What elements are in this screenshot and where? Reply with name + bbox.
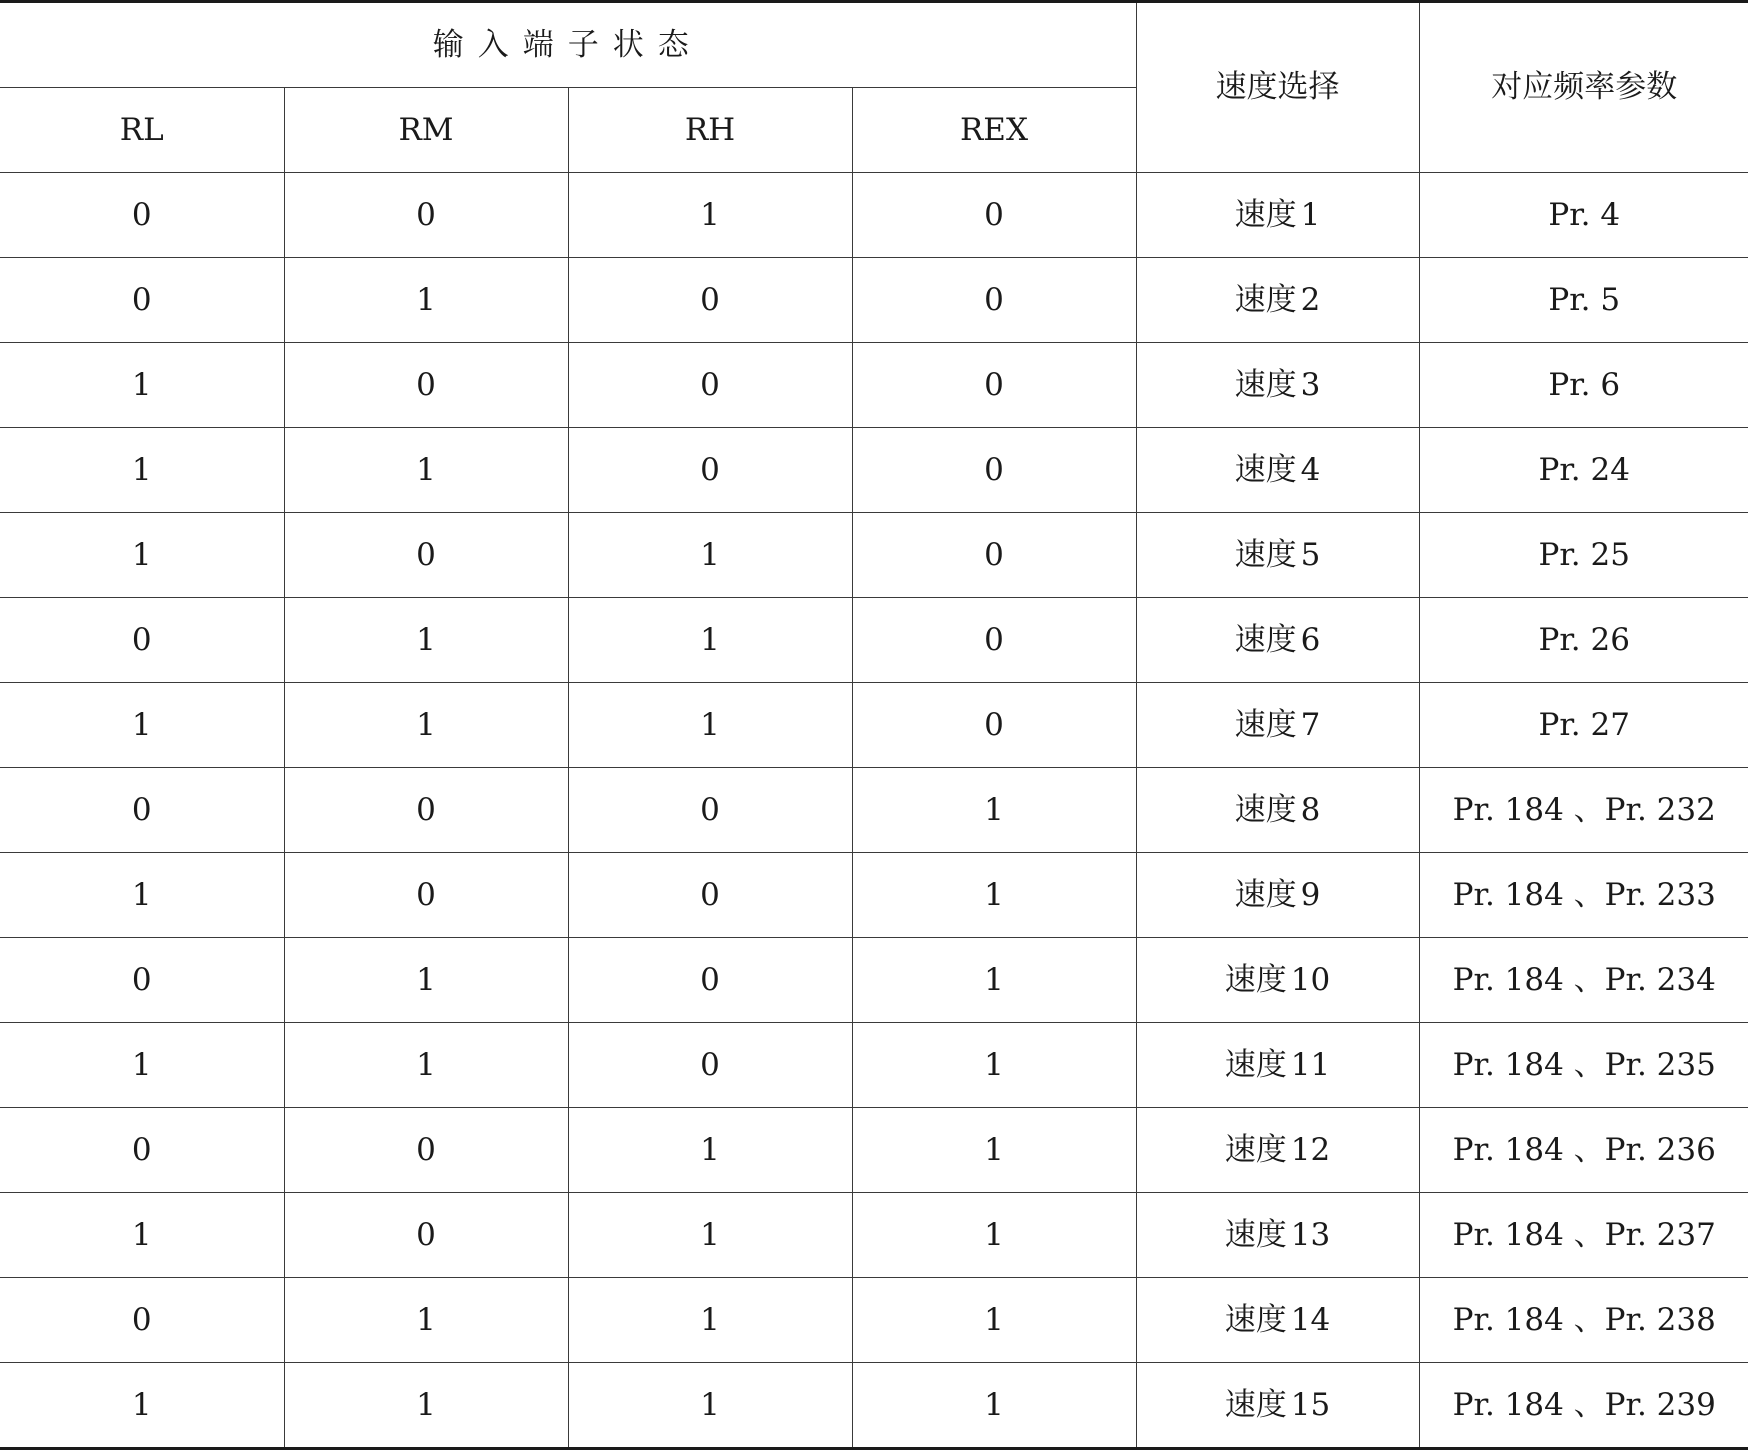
terminal-state-cell-rh: 1	[568, 173, 852, 258]
frequency-parameter-cell: Pr. 26	[1419, 598, 1748, 683]
speed-number: 4	[1300, 451, 1321, 488]
speed-label: 速度	[1224, 961, 1287, 998]
terminal-state-cell-rh: 0	[568, 343, 852, 428]
terminal-state-cell-rl: 0	[0, 1108, 284, 1193]
terminal-state-cell-rl: 0	[0, 938, 284, 1023]
speed-number: 5	[1300, 536, 1321, 573]
speed-label: 速度	[1234, 196, 1297, 233]
frequency-parameter-cell: Pr. 5	[1419, 258, 1748, 343]
speed-label: 速度	[1234, 536, 1297, 573]
frequency-parameter-cell: Pr. 184 、Pr. 235	[1419, 1023, 1748, 1108]
speed-cell	[1136, 683, 1419, 768]
terminal-state-cell-rh: 0	[568, 768, 852, 853]
column-header-rl: RL	[0, 88, 284, 173]
speed-cell	[1136, 853, 1419, 938]
terminal-state-cell-rl: 0	[0, 768, 284, 853]
speed-cell	[1136, 258, 1419, 343]
table-row	[0, 1108, 1748, 1193]
terminal-state-cell-rm: 1	[284, 683, 568, 768]
table-row	[0, 938, 1748, 1023]
table-row	[0, 853, 1748, 938]
terminal-state-cell-rl: 1	[0, 428, 284, 513]
terminal-state-cell-rm: 0	[284, 173, 568, 258]
frequency-parameter-cell: Pr. 184 、Pr. 236	[1419, 1108, 1748, 1193]
speed-number: 11	[1290, 1046, 1331, 1083]
terminal-state-cell-rex: 0	[852, 258, 1136, 343]
terminal-state-cell-rl: 1	[0, 513, 284, 598]
terminal-state-cell-rl: 1	[0, 1023, 284, 1108]
speed-number: 9	[1300, 876, 1321, 913]
terminal-state-cell-rh: 1	[568, 1363, 852, 1449]
speed-cell	[1136, 428, 1419, 513]
terminal-state-cell-rm: 0	[284, 853, 568, 938]
terminal-state-cell-rl: 1	[0, 683, 284, 768]
speed-label: 速度	[1224, 1386, 1287, 1423]
terminal-state-cell-rh: 0	[568, 1023, 852, 1108]
speed-cell	[1136, 513, 1419, 598]
frequency-parameter-cell: Pr. 184 、Pr. 237	[1419, 1193, 1748, 1278]
speed-number: 10	[1290, 961, 1331, 998]
speed-cell	[1136, 1108, 1419, 1193]
speed-number: 12	[1290, 1131, 1331, 1168]
table-row	[0, 1278, 1748, 1363]
frequency-parameter-cell: Pr. 27	[1419, 683, 1748, 768]
header-row-1	[0, 2, 1748, 88]
speed-cell	[1136, 173, 1419, 258]
terminal-state-cell-rl: 1	[0, 1193, 284, 1278]
terminal-state-cell-rm: 0	[284, 1193, 568, 1278]
terminal-state-cell-rl: 0	[0, 258, 284, 343]
speed-number: 1	[1300, 196, 1321, 233]
terminal-state-cell-rl: 0	[0, 598, 284, 683]
terminal-state-cell-rex: 0	[852, 598, 1136, 683]
terminal-state-cell-rh: 1	[568, 598, 852, 683]
table-row	[0, 768, 1748, 853]
table-row	[0, 428, 1748, 513]
table-header	[0, 2, 1748, 173]
terminal-state-cell-rh: 1	[568, 1193, 852, 1278]
table-row	[0, 683, 1748, 768]
frequency-parameter-cell: Pr. 24	[1419, 428, 1748, 513]
speed-number: 14	[1290, 1301, 1331, 1338]
speed-selection-header: 速度选择	[1136, 2, 1419, 173]
frequency-parameter-cell: Pr. 184 、Pr. 234	[1419, 938, 1748, 1023]
terminal-state-cell-rex: 0	[852, 683, 1136, 768]
terminal-state-cell-rex: 1	[852, 768, 1136, 853]
terminal-state-cell-rm: 0	[284, 1108, 568, 1193]
table-row	[0, 343, 1748, 428]
terminal-state-cell-rl: 1	[0, 853, 284, 938]
terminal-state-cell-rex: 1	[852, 1363, 1136, 1449]
terminal-state-cell-rm: 1	[284, 428, 568, 513]
speed-number: 8	[1300, 791, 1321, 828]
speed-cell	[1136, 598, 1419, 683]
terminal-state-cell-rh: 1	[568, 1108, 852, 1193]
frequency-parameter-cell: Pr. 184 、Pr. 233	[1419, 853, 1748, 938]
terminal-state-cell-rex: 0	[852, 513, 1136, 598]
speed-label: 速度	[1224, 1046, 1287, 1083]
speed-label: 速度	[1224, 1301, 1287, 1338]
terminal-state-cell-rm: 1	[284, 258, 568, 343]
speed-label: 速度	[1224, 1216, 1287, 1253]
terminal-state-cell-rm: 1	[284, 1278, 568, 1363]
speed-cell	[1136, 1363, 1419, 1449]
table-row	[0, 1023, 1748, 1108]
column-header-rex: REX	[852, 88, 1136, 173]
terminal-state-cell-rl: 0	[0, 173, 284, 258]
speed-label: 速度	[1234, 281, 1297, 318]
terminal-state-cell-rm: 0	[284, 768, 568, 853]
table-row	[0, 598, 1748, 683]
speed-cell	[1136, 938, 1419, 1023]
speed-number: 7	[1300, 706, 1321, 743]
terminal-state-cell-rex: 1	[852, 938, 1136, 1023]
speed-label: 速度	[1234, 876, 1297, 913]
terminal-state-cell-rex: 0	[852, 428, 1136, 513]
terminal-state-cell-rex: 1	[852, 1278, 1136, 1363]
terminal-state-cell-rex: 0	[852, 343, 1136, 428]
speed-number: 15	[1290, 1386, 1331, 1423]
terminal-state-cell-rh: 0	[568, 428, 852, 513]
terminal-state-cell-rm: 1	[284, 598, 568, 683]
speed-number: 3	[1300, 366, 1321, 403]
terminal-state-cell-rh: 1	[568, 683, 852, 768]
table-row	[0, 1363, 1748, 1449]
terminal-state-cell-rh: 0	[568, 258, 852, 343]
column-header-rm: RM	[284, 88, 568, 173]
frequency-parameter-cell: Pr. 6	[1419, 343, 1748, 428]
speed-cell	[1136, 768, 1419, 853]
speed-label: 速度	[1234, 791, 1297, 828]
terminal-state-cell-rm: 0	[284, 343, 568, 428]
terminal-state-cell-rh: 1	[568, 513, 852, 598]
terminal-state-cell-rm: 1	[284, 938, 568, 1023]
terminal-state-cell-rl: 0	[0, 1278, 284, 1363]
frequency-parameter-cell: Pr. 4	[1419, 173, 1748, 258]
speed-label: 速度	[1234, 621, 1297, 658]
terminal-state-cell-rm: 0	[284, 513, 568, 598]
table-row	[0, 173, 1748, 258]
frequency-parameter-cell: Pr. 184 、Pr. 239	[1419, 1363, 1748, 1449]
terminal-state-cell-rex: 1	[852, 1193, 1136, 1278]
table-body	[0, 173, 1748, 1449]
speed-label: 速度	[1224, 1131, 1287, 1168]
speed-label: 速度	[1234, 366, 1297, 403]
terminal-state-cell-rex: 0	[852, 173, 1136, 258]
speed-number: 13	[1290, 1216, 1331, 1253]
terminal-state-cell-rl: 1	[0, 1363, 284, 1449]
speed-label: 速度	[1234, 451, 1297, 488]
speed-cell	[1136, 343, 1419, 428]
terminal-state-cell-rh: 0	[568, 853, 852, 938]
speed-cell	[1136, 1023, 1419, 1108]
terminal-state-cell-rh: 1	[568, 1278, 852, 1363]
frequency-parameter-header: 对应频率参数	[1419, 2, 1748, 173]
frequency-parameter-cell: Pr. 25	[1419, 513, 1748, 598]
terminal-state-cell-rex: 1	[852, 1108, 1136, 1193]
terminal-state-cell-rm: 1	[284, 1363, 568, 1449]
table-row	[0, 258, 1748, 343]
speed-number: 2	[1300, 281, 1321, 318]
frequency-parameter-cell: Pr. 184 、Pr. 232	[1419, 768, 1748, 853]
speed-cell	[1136, 1278, 1419, 1363]
speed-label: 速度	[1234, 706, 1297, 743]
speed-number: 6	[1300, 621, 1321, 658]
input-terminal-state-header: 输入端子状态	[0, 2, 1136, 88]
table-row	[0, 513, 1748, 598]
terminal-state-cell-rh: 0	[568, 938, 852, 1023]
speed-cell	[1136, 1193, 1419, 1278]
terminal-state-cell-rex: 1	[852, 853, 1136, 938]
terminal-state-cell-rm: 1	[284, 1023, 568, 1108]
column-header-rh: RH	[568, 88, 852, 173]
terminal-state-cell-rl: 1	[0, 343, 284, 428]
frequency-parameter-cell: Pr. 184 、Pr. 238	[1419, 1278, 1748, 1363]
terminal-state-cell-rex: 1	[852, 1023, 1136, 1108]
table-row	[0, 1193, 1748, 1278]
